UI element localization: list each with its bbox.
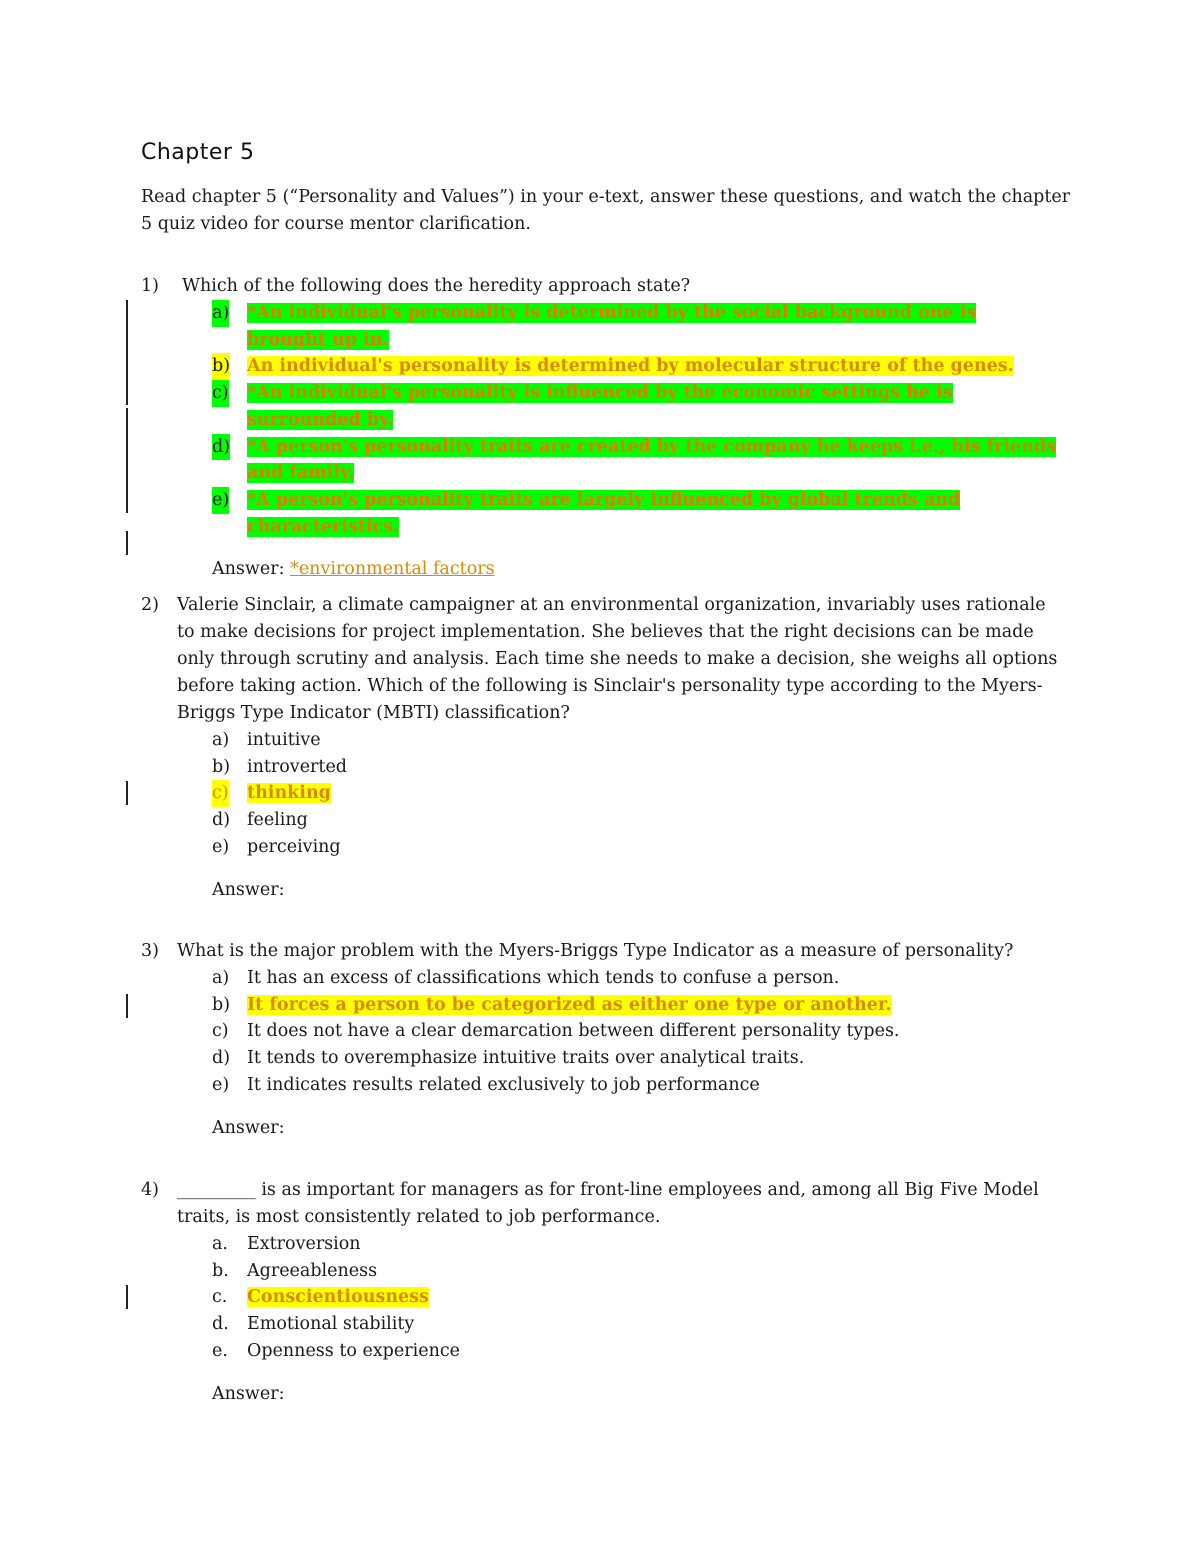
option-letter: a)	[212, 730, 230, 750]
answer-line	[212, 1381, 1061, 1408]
option-text: An individual's personality is determined by molecular structure of the genes.	[247, 356, 1014, 377]
revision-bar	[126, 994, 128, 1018]
option-letter: c.	[212, 1287, 228, 1308]
option-letter: c)	[212, 780, 229, 807]
question-number: 1)	[141, 276, 159, 296]
option-letter: d)	[212, 1048, 231, 1069]
question-2	[141, 592, 1061, 904]
option-a	[141, 300, 1061, 353]
option-text: Emotional stability	[247, 1314, 415, 1335]
option-text: *A person's personality traits are largely influenced by global trends and characteristics.	[247, 489, 961, 537]
revision-bar	[126, 1285, 128, 1309]
question-3	[141, 938, 1061, 1142]
option-text: It tends to overemphasize intuitive traits over analytical traits.	[247, 1048, 805, 1069]
option-list	[141, 300, 1061, 540]
revision-bar	[126, 531, 128, 555]
option-e	[141, 834, 1061, 861]
option-b	[141, 992, 1061, 1019]
answer-label: Answer:	[212, 1117, 285, 1138]
option-letter: c)	[212, 1021, 229, 1042]
revision-bar	[126, 781, 128, 805]
option-a	[141, 1231, 1061, 1258]
chapter-heading: Chapter 5	[141, 140, 255, 165]
option-e	[141, 487, 1061, 540]
question-stem-text: is as important for managers as for front-line employees and, among all Big Five Model traits, is most consistently related to job performance.	[177, 1180, 1039, 1227]
option-letter: d)	[212, 810, 231, 831]
option-letter: b)	[212, 994, 231, 1015]
option-d	[141, 1045, 1061, 1072]
answer-line	[212, 877, 1061, 904]
option-text: feeling	[247, 810, 308, 831]
option-letter: e)	[212, 487, 229, 514]
revision-bar	[126, 300, 128, 405]
option-letter: a)	[212, 968, 230, 988]
option-letter: e)	[212, 836, 230, 857]
question-stem: Which of the following does the heredity approach state?	[182, 276, 691, 296]
option-a	[141, 727, 1061, 754]
option-letter: a)	[212, 300, 229, 327]
option-c	[141, 1018, 1061, 1045]
option-e	[141, 1338, 1061, 1365]
option-text: It has an excess of classifications which tends to confuse a person.	[247, 968, 840, 988]
option-letter: e)	[212, 1074, 230, 1095]
option-list	[141, 1231, 1061, 1365]
option-letter: d)	[212, 434, 230, 461]
answer-label: Answer:	[212, 879, 285, 900]
option-text: It does not have a clear demarcation between different personality types.	[247, 1021, 900, 1042]
option-text: thinking	[247, 783, 331, 804]
option-letter: b)	[212, 756, 231, 777]
option-text: It forces a person to be categorized as either one type or another.	[247, 994, 892, 1015]
option-c	[141, 780, 1061, 807]
option-text: Conscientiousness	[247, 1287, 429, 1308]
question-number: 2)	[141, 595, 159, 615]
option-d	[141, 434, 1061, 487]
option-c	[141, 380, 1061, 433]
answer-label: Answer:	[212, 559, 285, 580]
option-text: Agreeableness	[247, 1260, 378, 1281]
option-letter: e.	[212, 1340, 228, 1361]
fill-blank: _________	[177, 1180, 256, 1200]
question-stem: What is the major problem with the Myers-Briggs Type Indicator as a measure of personality?	[177, 941, 1014, 961]
option-b	[141, 1258, 1061, 1285]
answer-value[interactable]: *environmental factors	[290, 559, 495, 580]
question-number: 4)	[141, 1180, 159, 1200]
option-list	[141, 965, 1061, 1099]
question-stem	[177, 1177, 1061, 1231]
option-d	[141, 1311, 1061, 1338]
option-text: Openness to experience	[247, 1340, 460, 1361]
option-text: *An individual's personality is influenced by the economic settings he is surrounded by.	[247, 383, 953, 430]
option-letter: d.	[212, 1314, 229, 1335]
option-list	[141, 727, 1061, 861]
option-text: *An individual's personality is determined by the social background one is brought up in.	[247, 303, 977, 350]
question-4	[141, 1177, 1061, 1408]
option-text: introverted	[247, 756, 348, 777]
option-text: intuitive	[247, 730, 321, 750]
question-stem: Valerie Sinclair, a climate campaigner at an environmental organization, invariably uses rationale to make decisions for project implementation. She believes that the right decisions can be made only through scrutiny and analysis. Each time she needs to make a decision, she weighs all options before taking action. Which of the following is Sinclair's personality type according to the Myers-Briggs Type Indicator (MBTI) classification?	[177, 595, 1058, 723]
revision-bar	[126, 408, 128, 513]
option-b	[141, 754, 1061, 781]
intro-paragraph: Read chapter 5 (“Personality and Values”) in your e-text, answer these questions, and watch the chapter 5 quiz video for course mentor clarification.	[141, 187, 1071, 234]
question-1	[141, 273, 1061, 583]
question-number: 3)	[141, 941, 159, 961]
answer-label: Answer:	[212, 1383, 285, 1404]
option-text: Extroversion	[247, 1234, 361, 1254]
option-e	[141, 1072, 1061, 1099]
option-letter: a.	[212, 1234, 228, 1254]
option-d	[141, 807, 1061, 834]
option-letter: c)	[212, 380, 229, 407]
option-c	[141, 1284, 1061, 1311]
answer-line	[212, 1115, 1061, 1142]
option-text: perceiving	[247, 836, 341, 857]
option-letter: b)	[212, 353, 230, 380]
option-text: *A person's personality traits are created by the company he keeps i.e., his friends and family.	[247, 436, 1057, 484]
answer-line	[212, 556, 1061, 583]
option-b	[141, 353, 1061, 380]
option-text: It indicates results related exclusively to job performance	[247, 1074, 760, 1095]
option-letter: b.	[212, 1260, 229, 1281]
option-a	[141, 965, 1061, 992]
